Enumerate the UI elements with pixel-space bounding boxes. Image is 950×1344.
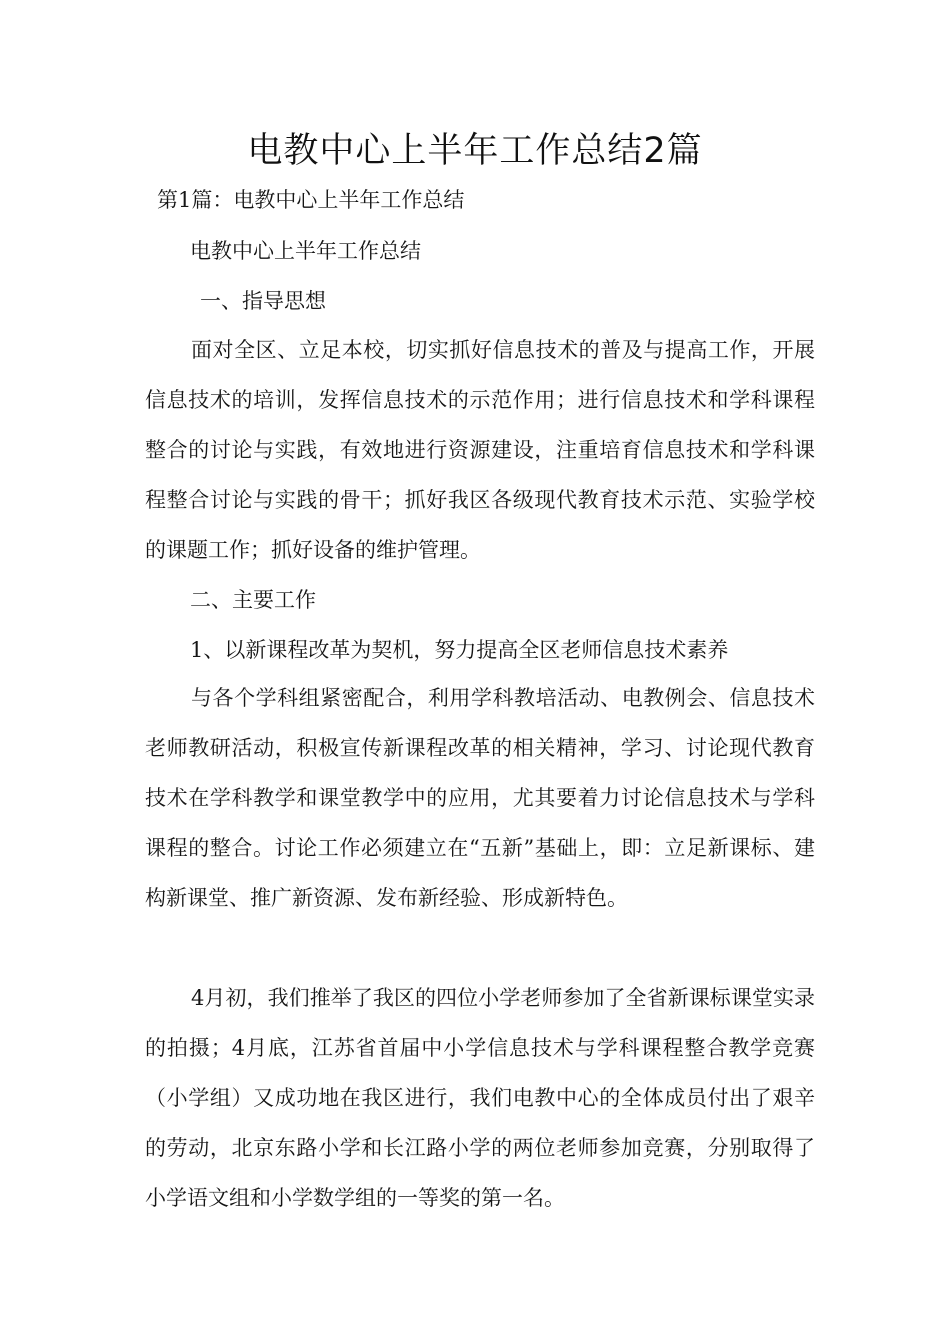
- paragraph-guiding-thought: 面对全区、立足本校，切实抓好信息技术的普及与提高工作，开展信息技术的培训，发挥信息技术的示范作用；进行信息技术和学科课程整合的讨论与实践，有效地进行资源建设，注重培育信息技术和学科课程整合讨论与实践的骨干；抓好我区各级现代教育技术示范、实验学校的课题工作；抓好设备的维护管理。: [145, 338, 815, 562]
- section-heading-main-work: 二、主要工作: [190, 588, 316, 612]
- part-heading: 第1篇：电教中心上半年工作总结: [157, 188, 465, 212]
- paragraph-competition: 4月初，我们推举了我区的四位小学老师参加了全省新课标课堂实录的拍摄；4月底，江苏省首届中小学信息技术与学科课程整合教学竞赛（小学组）又成功地在我区进行，我们电教中心的全体成员付出了艰辛的劳动，北京东路小学和长江路小学的两位老师参加竞赛，分别取得了小学语文组和小学数学组的一等奖的第一名。: [145, 986, 815, 1210]
- sub-title: 电教中心上半年工作总结: [190, 239, 421, 263]
- document-title: 电教中心上半年工作总结2篇: [247, 131, 703, 171]
- item-heading-curriculum-reform: 1、以新课程改革为契机，努力提高全区老师信息技术素养: [190, 638, 729, 662]
- paragraph-subject-cooperation: 与各个学科组紧密配合，利用学科教培活动、电教例会、信息技术老师教研活动，积极宣传新课程改革的相关精神，学习、讨论现代教育技术在学科教学和课堂教学中的应用，尤其要着力讨论信息技术与学科课程的整合。讨论工作必须建立在“五新”基础上，即：立足新课标、建构新课堂、推广新资源、发布新经验、形成新特色。: [145, 686, 815, 910]
- section-heading-guiding-thought: 一、指导思想: [200, 289, 326, 313]
